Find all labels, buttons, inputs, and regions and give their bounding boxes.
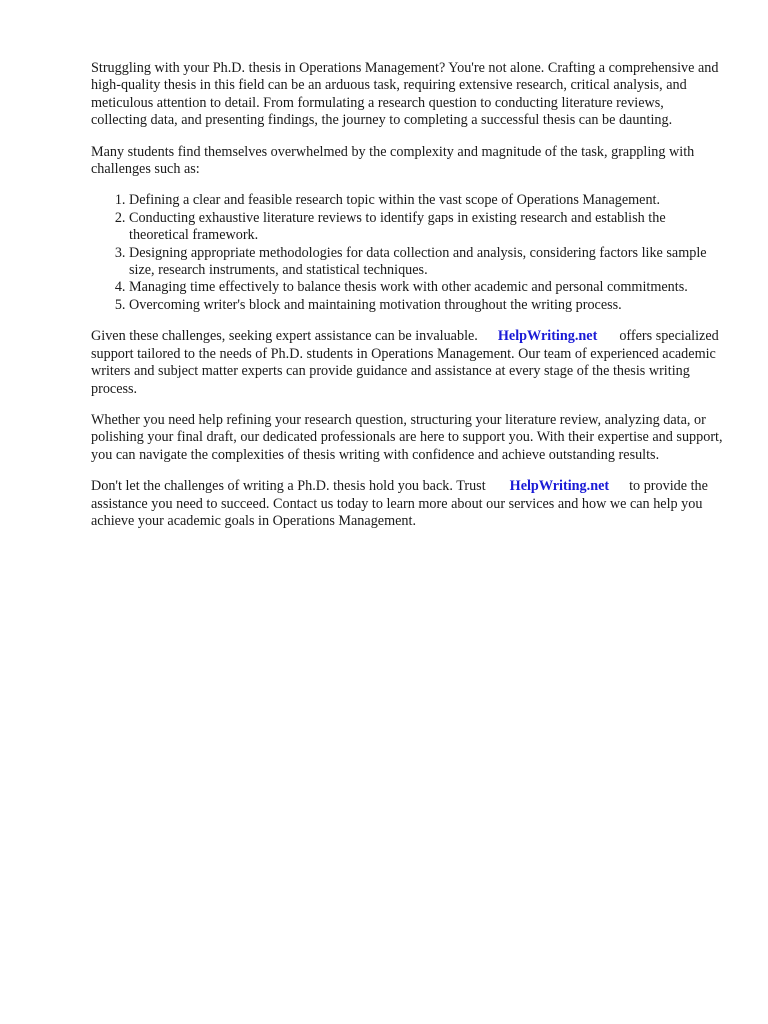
challenges-list: [91, 192, 723, 314]
assistance-text-before: Given these challenges, seeking expert assistance can be invaluable.: [91, 328, 478, 345]
document-page: [91, 60, 723, 544]
list-item: 1. Defining a clear and feasible research topic within the vast scope of Operations Management.: [129, 192, 723, 209]
list-item: 3. Designing appropriate methodologies for data collection and analysis, considering factors like sample size, research instruments, and statistical techniques.: [129, 245, 723, 280]
closing-text-after: to provide the assistance you need to succeed. Contact us today to learn more about our services and how we can help you achieve your academic goals in Operations Management.: [91, 478, 708, 529]
list-item: 5. Overcoming writer's block and maintaining motivation throughout the writing process.: [129, 297, 723, 314]
helpwriting-link[interactable]: HelpWriting.net: [497, 328, 598, 345]
list-item: 2. Conducting exhaustive literature reviews to identify gaps in existing research and establish the theoretical framework.: [129, 210, 723, 245]
list-item: 4. Managing time effectively to balance thesis work with other academic and personal commitments.: [129, 279, 723, 296]
closing-text-before: Don't let the challenges of writing a Ph.D. thesis hold you back. Trust: [91, 478, 486, 495]
assistance-text-after: offers specialized support tailored to the needs of Ph.D. students in Operations Management. Our team of experienced academic writers and subject matter experts can provide guidance and assistance at every stage of the thesis writing process.: [91, 328, 719, 397]
closing-paragraph: [91, 478, 723, 530]
support-paragraph: Whether you need help refining your research question, structuring your literature review, analyzing data, or polishing your final draft, our dedicated professionals are here to support you. With their expertise and support, you can navigate the complexities of thesis writing with confidence and achieve outstanding results.: [91, 411, 723, 463]
intro-paragraph: Struggling with your Ph.D. thesis in Operations Management? You're not alone. Crafting a comprehensive and high-quality thesis in this field can be an arduous task, requiring extensive research, critical analysis, and meticulous attention to detail. From formulating a research question to conducting literature reviews, collecting data, and presenting findings, the journey to completing a successful thesis can be daunting.: [91, 60, 719, 129]
helpwriting-link-2[interactable]: HelpWriting.net: [509, 478, 610, 495]
challenges-intro-paragraph: Many students find themselves overwhelmed by the complexity and magnitude of the task, grappling with challenges such as:: [91, 143, 695, 178]
assistance-paragraph: [91, 328, 723, 398]
